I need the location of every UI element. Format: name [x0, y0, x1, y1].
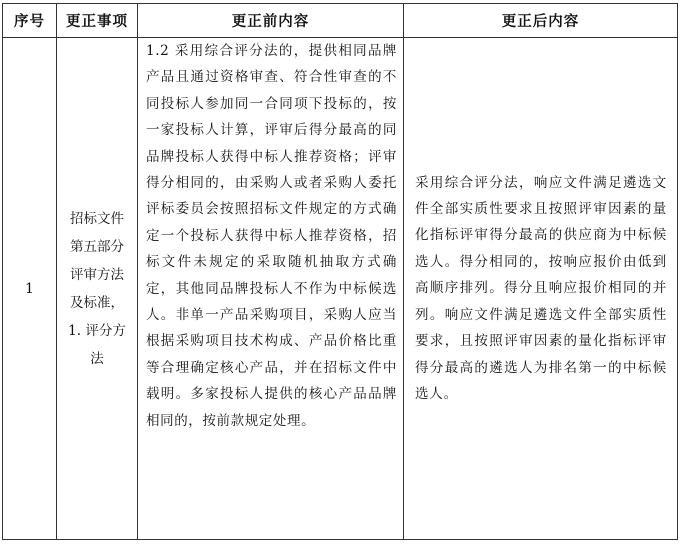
row-number: 1	[3, 38, 57, 540]
header-before: 更正前内容	[138, 4, 404, 38]
row-before-content: 1.2 采用综合评分法的，提供相同品牌产品且通过资格审查、符合性审查的不同投标人参加同一合同项下投标的，按一家投标人计算，评审后得分最高的同品牌投标人获得中标人推荐资格；评审得分相同的，由采购人或者采购人委托评标委员会按照招标文件规定的方式确定一个投标人获得中标人推荐资格，招标文件未规定的采取随机抽取方式确定，其他同品牌投标人不作为中标候选人。非单一产品采购项目，采购人应当根据采购项目技术构成、产品价格比重等合理确定核心产品，并在招标文件中载明。多家投标人提供的核心产品品牌相同的，按前款规定处理。	[138, 38, 404, 540]
header-item: 更正事项	[57, 4, 138, 38]
row-item: 招标文件 第五部分 评审方法 及标准， 1. 评分方 法	[57, 38, 138, 540]
header-number: 序号	[3, 4, 57, 38]
header-row	[3, 4, 678, 38]
correction-table	[2, 3, 678, 540]
row-after-content: 采用综合评分法，响应文件满足遴选文件全部实质性要求且按照评审因素的量化指标评审得分最高的供应商为中标候选人。得分相同的，按响应报价由低到高顺序排列。得分且响应报价相同的并列。响应文件满足遴选文件全部实质性要求，且按照评审因素的量化指标评审得分最高的遴选人为排名第一的中标候选人。	[404, 38, 678, 540]
table-row	[3, 38, 678, 540]
header-after: 更正后内容	[404, 4, 678, 38]
